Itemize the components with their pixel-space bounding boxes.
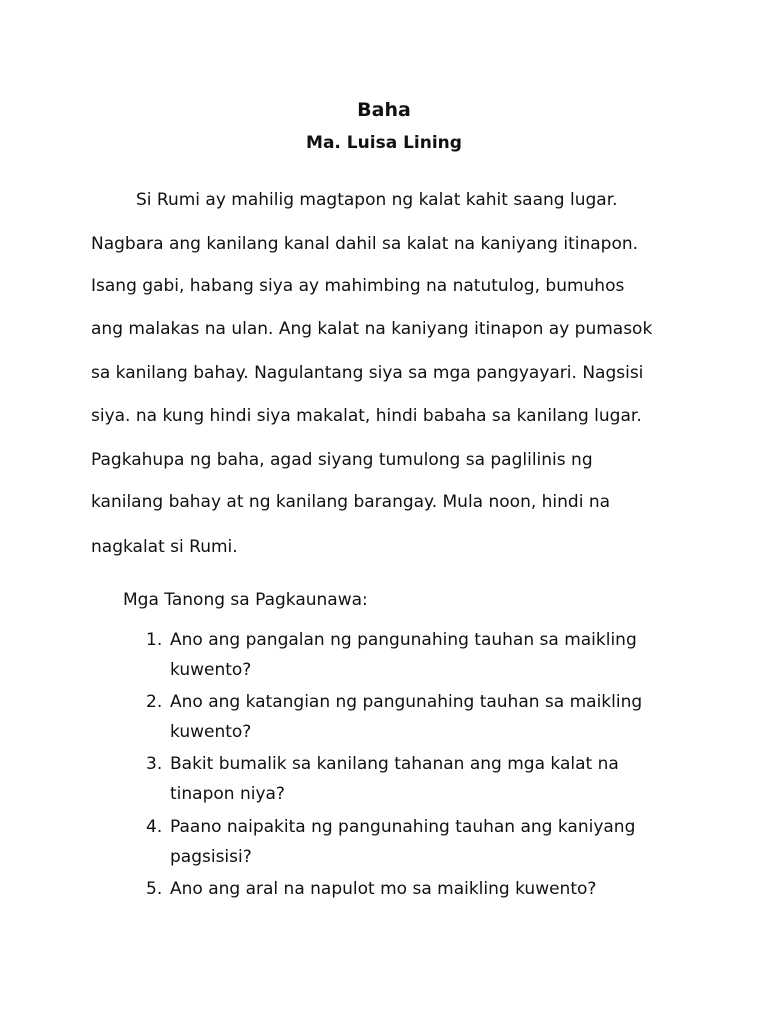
question-number: 5. — [146, 879, 163, 899]
story-line: Isang gabi, habang siya ay mahimbing na natutulog, bumuhos — [91, 276, 625, 296]
question-text: Ano ang katangian ng pangunahing tauhan sa maikling — [170, 692, 643, 712]
question-text: Ano ang aral na napulot mo sa maikling kuwento? — [170, 879, 597, 899]
question-text-continued: tinapon niya? — [170, 784, 285, 804]
question-number: 3. — [146, 754, 163, 774]
question-number: 4. — [146, 817, 163, 837]
story-line: siya. na kung hindi siya makalat, hindi babaha sa kanilang lugar. — [91, 406, 642, 426]
story-title: Baha — [357, 99, 411, 121]
story-line: kanilang bahay at ng kanilang barangay. Mula noon, hindi na — [91, 492, 611, 512]
question-text-continued: kuwento? — [170, 660, 252, 680]
story-line: Si Rumi ay mahilig magtapon ng kalat kahit saang lugar. — [136, 190, 618, 210]
story-author: Ma. Luisa Lining — [306, 133, 462, 153]
question-number: 1. — [146, 630, 163, 650]
story-line: sa kanilang bahay. Nagulantang siya sa mga pangyayari. Nagsisi — [91, 363, 644, 383]
questions-heading: Mga Tanong sa Pagkaunawa: — [123, 590, 368, 610]
story-line: Pagkahupa ng baha, agad siyang tumulong sa paglilinis ng — [91, 450, 593, 470]
question-text-continued: kuwento? — [170, 722, 252, 742]
question-text: Ano ang pangalan ng pangunahing tauhan sa maikling — [170, 630, 637, 650]
question-text: Paano naipakita ng pangunahing tauhan ang kaniyang — [170, 817, 636, 837]
question-text-continued: pagsisisi? — [170, 847, 252, 867]
question-text: Bakit bumalik sa kanilang tahanan ang mga kalat na — [170, 754, 619, 774]
story-line: Nagbara ang kanilang kanal dahil sa kalat na kaniyang itinapon. — [91, 234, 639, 254]
story-line: nagkalat si Rumi. — [91, 537, 238, 557]
question-number: 2. — [146, 692, 163, 712]
story-line: ang malakas na ulan. Ang kalat na kaniyang itinapon ay pumasok — [91, 319, 653, 339]
